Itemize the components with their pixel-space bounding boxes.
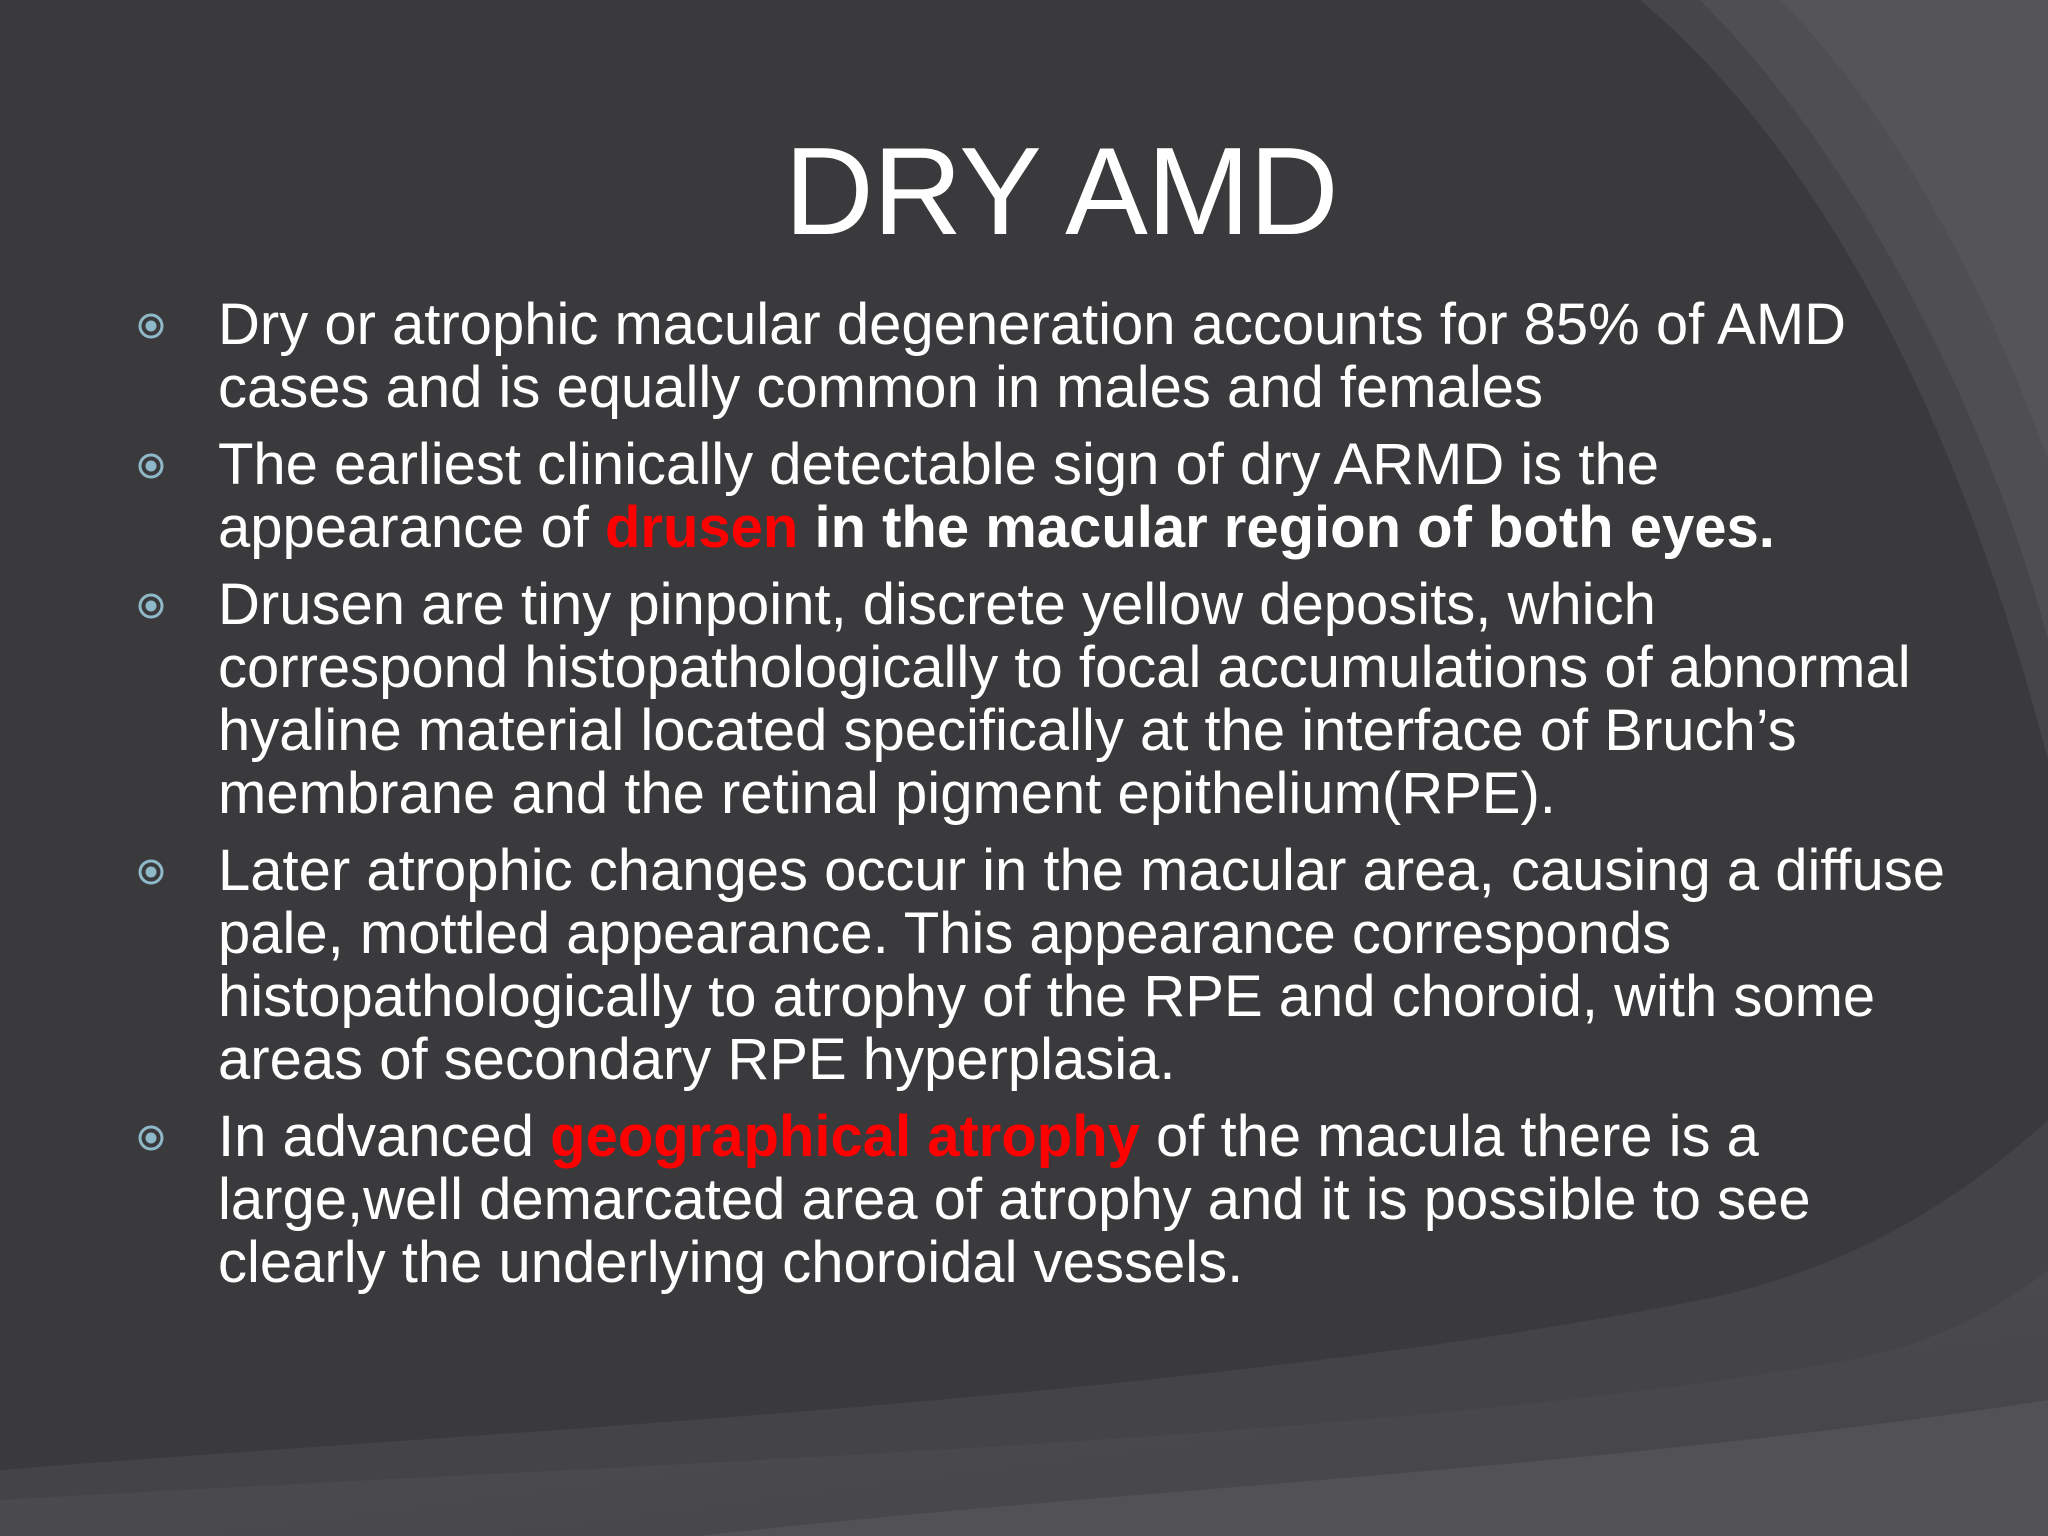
bullet-text: Dry or atrophic macular degeneration accounts for 85% of AMD cases and is equally common in males and females (218, 292, 1847, 420)
bullet-item-1 (132, 293, 1962, 419)
bullet-item-5 (132, 1105, 1962, 1294)
highlight-geographical-atrophy: geographical atrophy (550, 1104, 1140, 1169)
bullet-list (132, 293, 1962, 1308)
circled-dot-icon (138, 593, 164, 619)
bullet-text-bold: in the macular region of both eyes. (798, 495, 1775, 560)
bullet-text: of the macula there is a large,well demarcated area of atrophy and it is possible to see clearly the underlying choroidal vessels. (218, 1104, 1811, 1295)
circled-dot-icon (138, 313, 164, 339)
bullet-item-4 (132, 839, 1962, 1091)
circled-dot-icon (138, 453, 164, 479)
slide-title: DRY AMD (784, 123, 1338, 261)
bullet-text: In advanced (218, 1104, 551, 1169)
bullet-item-3 (132, 573, 1962, 825)
bullet-text: Drusen are tiny pinpoint, discrete yellow deposits, which correspond histopathologically to focal accumulations of abnormal hyaline material located specifically at the interface of Bruch’s membrane and the retinal pigment epithelium(RPE). (218, 572, 1911, 826)
bullet-text: Later atrophic changes occur in the macular area, causing a diffuse pale, mottled appearance. This appearance corresponds histopathologically to atrophy of the RPE and choroid, with some areas of secondary RPE hyperplasia. (218, 838, 1946, 1092)
circled-dot-icon (138, 1125, 164, 1151)
bullet-item-2 (132, 433, 1962, 559)
bullet-text: The earliest clinically detectable sign of dry ARMD is the appearance of (218, 432, 1659, 560)
circled-dot-icon (138, 859, 164, 885)
highlight-drusen: drusen (604, 495, 799, 560)
